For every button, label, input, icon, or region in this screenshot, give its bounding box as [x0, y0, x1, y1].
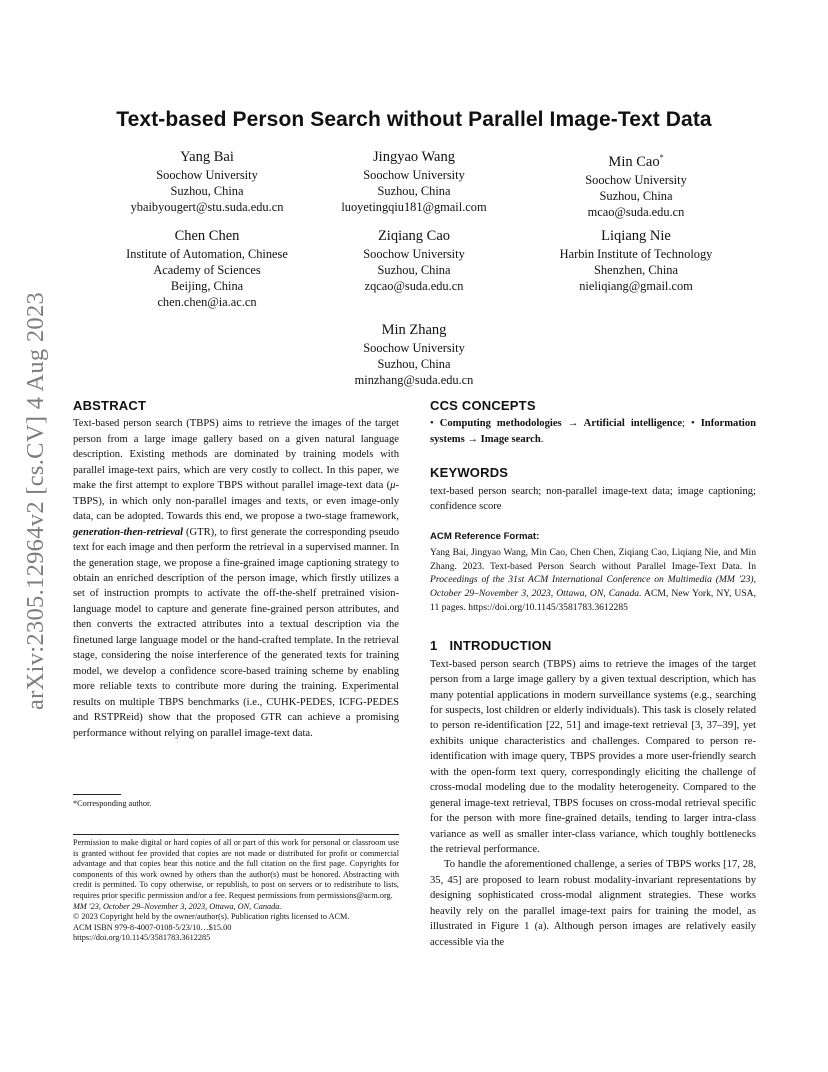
author-affiliation: Soochow University — [363, 341, 465, 355]
introduction-paragraph: Text-based person search (TBPS) aims to retrieve the images of the target person from a large image gallery by a given textual description, which has many potential applications in modern surveillance systems (e.g., searching for suspects, lost children or elderly individuals). This task is closely related to person re-identification [22, 51] and image-text retrieval [3, 37–39], yet exhibits unique characteristics and challenges. Compared to person re-identification with image query, TBPS provides a more user-friendly search with the open-form text query, correspondingly eliciting the challenge of cross-modal modeling due to the modality heterogeneity. Compared to the general image-text retrieval, TBPS focuses on cross-modal retrieval specific for the person with more fine-grained details, tending to larger intra-class variance as well as smaller inter-class variance, which toughly bottlenecks the retrieval performance. — [430, 658, 756, 856]
permission-block — [73, 838, 399, 944]
abstract-section — [73, 398, 399, 741]
author-email: chen.chen@ia.ac.cn — [157, 295, 257, 309]
corresponding-marker: * — [659, 153, 664, 162]
doi-link[interactable]: https://doi.org/10.1145/3581783.3612285 — [73, 933, 211, 943]
author-name: Ziqiang Cao — [377, 228, 451, 244]
keywords-heading: KEYWORDS — [430, 465, 509, 481]
author-email: zqcao@suda.edu.cn — [364, 279, 464, 293]
acm-reference — [430, 529, 756, 614]
isbn-line: ACM ISBN 979-8-4007-0108-5/23/10…$15.00 — [73, 922, 232, 932]
permission-divider — [73, 834, 399, 835]
keywords-text: text-based person search; non-parallel image-text data; image captioning; confidence score — [430, 485, 756, 513]
author-location: Shenzhen, China — [594, 263, 678, 277]
author-location: Suzhou, China — [377, 357, 451, 371]
author-block — [289, 148, 539, 215]
author-name: Liqiang Nie — [601, 228, 671, 244]
author-name: Min Cao* — [608, 153, 664, 170]
abstract-heading: ABSTRACT — [73, 398, 147, 413]
author-affiliation-cont: Academy of Sciences — [153, 263, 261, 277]
footnote-divider — [73, 794, 121, 795]
introduction-paragraph: To handle the aforementioned challenge, a series of TBPS works [17, 28, 35, 45] are proposed to learn robust modality-invariant representations by designing sophisticated cross-modal alignment strategies. These works heavily rely on the parallel image-text pairs for training the model, as illustrated in Figure 1 (a). Although person images are relatively easily accessible via the — [430, 859, 756, 948]
author-location: Beijing, China — [170, 279, 244, 293]
author-name: Min Zhang — [381, 322, 447, 338]
framework-name: generation-then-retrieval — [73, 526, 184, 538]
ccs-heading: CCS CONCEPTS — [430, 398, 536, 413]
author-email: luoyetingqiu181@gmail.com — [341, 200, 487, 214]
acm-reference-heading: ACM Reference Format: — [430, 530, 540, 542]
abstract-body: Text-based person search (TBPS) aims to retrieve the images of the target person from a large image gallery based on a given natural language description. Existing methods are dominated by training models with parallel image-text pairs, which are very costly to collect. In this paper, we make the first attempt to explore TBPS without parallel image-text data (μ-TBPS), in which only non-parallel images and texts, or even image-only data, can be adopted. Towards this end, we propose a two-stage framework, generation-then-retrieval (GTR), to first generate the corresponding pseudo text for each image and then perform the retrieval in a supervised manner. In the generation stage, we propose a fine-grained image captioning strategy to obtain an enriched description of the person image, which firstly utilizes a set of instruction prompts to activate the off-the-shelf pretrained vision-language model to capture and generate fine-grained person attributes, and then converts the extracted attributes into a textual description via the finetuned large language model or the hand-crafted template. In the retrieval stage, considering the noise interference of the generated texts for training model, we develop a confidence score-based training scheme by enabling more reliable texts to contribute more during the training. Experimental results on multiple TBPS benchmarks (i.e., CUHK-PEDES, ICFG-PEDES and RSTPReid) show that the proposed GTR can achieve a promising performance without relying on parallel image-text data. — [73, 418, 399, 739]
right-column — [430, 398, 756, 950]
author-name: Yang Bai — [180, 149, 234, 165]
author-affiliation: Harbin Institute of Technology — [559, 247, 713, 261]
author-affiliation: Soochow University — [363, 168, 465, 182]
ccs-concepts: • Computing methodologies → Artificial intelligence; • Information systems → Image search. — [430, 418, 757, 445]
author-location: Suzhou, China — [599, 188, 673, 203]
author-affiliation: Soochow University — [363, 247, 465, 261]
author-affiliation: Institute of Automation, Chinese — [126, 247, 288, 261]
copyright-line: © 2023 Copyright held by the owner/author(s). Publication rights licensed to ACM. — [73, 912, 350, 922]
author-email: nieliqiang@gmail.com — [579, 279, 693, 293]
author-affiliation: Soochow University — [585, 172, 687, 187]
author-block — [289, 227, 539, 294]
author-name: Chen Chen — [174, 228, 240, 244]
permission-text: Permission to make digital or hard copies of all or part of this work for personal or classroom use is granted without fee provided that copies are not made or distributed for profit or commercial advantage and that copies bear this notice and the full citation on the first page. Copyrights for components of this work owned by others than the author(s) must be honored. Abstracting with credit is permitted. To copy otherwise, or republish, to post on servers or to redistribute to lists, requires prior specific permission and/or a fee. Request permissions from permissions@acm.org. — [73, 838, 399, 900]
author-email: mcao@suda.edu.cn — [587, 204, 685, 219]
author-block — [511, 148, 761, 220]
author-email: ybaibyougert@stu.suda.edu.cn — [130, 200, 284, 214]
acm-reference-body: Yang Bai, Jingyao Wang, Min Cao, Chen Chen, Ziqiang Cao, Liqiang Nie, and Min Zhang. 2023. Text-based Person Search without Parallel Image-Text Data. In Proceedings of the 31st ACM International Conference on Multimedia (MM '23), October 29–November 3, 2023, Ottawa, ON, Canada. ACM, New York, NY, USA, 11 pages. https://doi.org/10.1145/3581783.3612285 — [430, 547, 756, 613]
corresponding-author-footnote: *Corresponding author. — [73, 799, 152, 808]
author-location: Suzhou, China — [170, 184, 244, 198]
author-name: Jingyao Wang — [373, 149, 455, 165]
conference-line: MM '23, October 29–November 3, 2023, Ottawa, ON, Canada. — [73, 901, 282, 911]
author-block — [511, 227, 761, 294]
author-location: Suzhou, China — [377, 184, 451, 198]
author-email: minzhang@suda.edu.cn — [354, 373, 474, 387]
arxiv-identifier-stamp: arXiv:2305.12964v2 [cs.CV] 4 Aug 2023 — [22, 291, 49, 710]
paper-title: Text-based Person Search without Parallel Image-Text Data — [116, 108, 712, 131]
author-location: Suzhou, China — [377, 263, 451, 277]
author-block — [289, 321, 539, 388]
introduction-heading: 1 INTRODUCTION — [430, 638, 552, 654]
author-affiliation: Soochow University — [156, 168, 258, 182]
